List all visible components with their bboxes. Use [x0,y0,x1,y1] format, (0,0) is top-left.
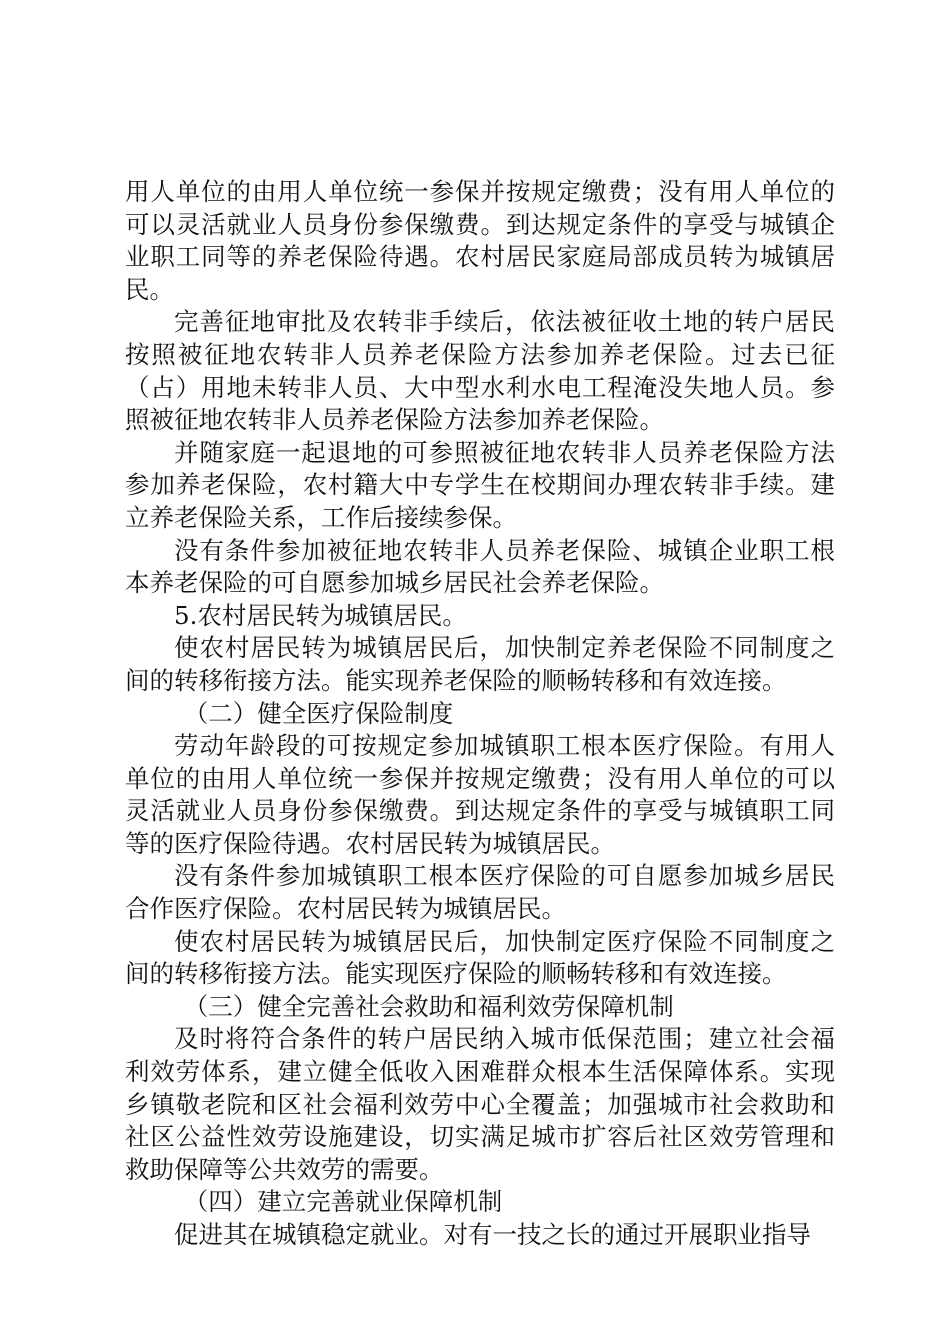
paragraph-8: 没有条件参加城镇职工根本医疗保险的可自愿参加城乡居民合作医疗保险。农村居民转为城镇居民。 [125,861,835,924]
paragraph-11: 促进其在城镇稳定就业。对有一技之长的通过开展职业指导 [174,1220,811,1249]
paragraph-2: 完善征地审批及农转非手续后，依法被征收土地的转户居民按照被征地农转非人员养老保险方法参加养老保险。过去已征（占）用地未转非人员、大中型水利水电工程淹没失地人员。参照被征地农转非人员养老保险方法参加养老保险。 [125,307,835,435]
paragraph-10: 及时将符合条件的转户居民纳入城市低保范围；建立社会福利效劳体系，建立健全低收入困难群众根本生活保障体系。实现乡镇敬老院和区社会福利效劳中心全覆盖；加强城市社会救助和社区公益性效劳设施建设，切实满足城市扩容后社区效劳管理和救助保障等公共效劳的需要。 [125,1024,835,1184]
section-heading-medical-insurance: （二）健全医疗保险制度 [183,698,454,728]
paragraph-9: 使农村居民转为城镇居民后，加快制定医疗保险不同制度之间的转移衔接方法。能实现医疗保险的顺畅转移和有效连接。 [125,926,835,989]
paragraph-5: 5.农村居民转为城镇居民。 [174,600,467,630]
paragraph-7: 劳动年龄段的可按规定参加城镇职工根本医疗保险。有用人单位的由用人单位统一参保并按规定缴费；没有用人单位的可以灵活就业人员身份参保缴费。到达规定条件的享受与城镇职工同等的医疗保险待遇。农村居民转为城镇居民。 [125,731,835,858]
section-heading-employment: （四）建立完善就业保障机制 [183,1187,503,1217]
section-heading-social-assistance: （三）健全完善社会救助和福利效劳保障机制 [183,991,674,1021]
paragraph-6: 使农村居民转为城镇居民后，加快制定养老保险不同制度之间的转移衔接方法。能实现养老保险的顺畅转移和有效连接。 [125,633,835,695]
paragraph-3: 并随家庭一起退地的可参照被征地农转非人员养老保险方法参加养老保险，农村籍大中专学生在校期间办理农转非手续。建立养老保险关系，工作后接续参保。 [125,437,835,532]
paragraph-4: 没有条件参加被征地农转非人员养老保险、城镇企业职工根本养老保险的可自愿参加城乡居民社会养老保险。 [125,535,835,598]
document-body [125,176,835,1252]
paragraph-1: 用人单位的由用人单位统一参保并按规定缴费；没有用人单位的可以灵活就业人员身份参保缴费。到达规定条件的享受与城镇企业职工同等的养老保险待遇。农村居民家庭局部成员转为城镇居民。 [125,177,835,304]
